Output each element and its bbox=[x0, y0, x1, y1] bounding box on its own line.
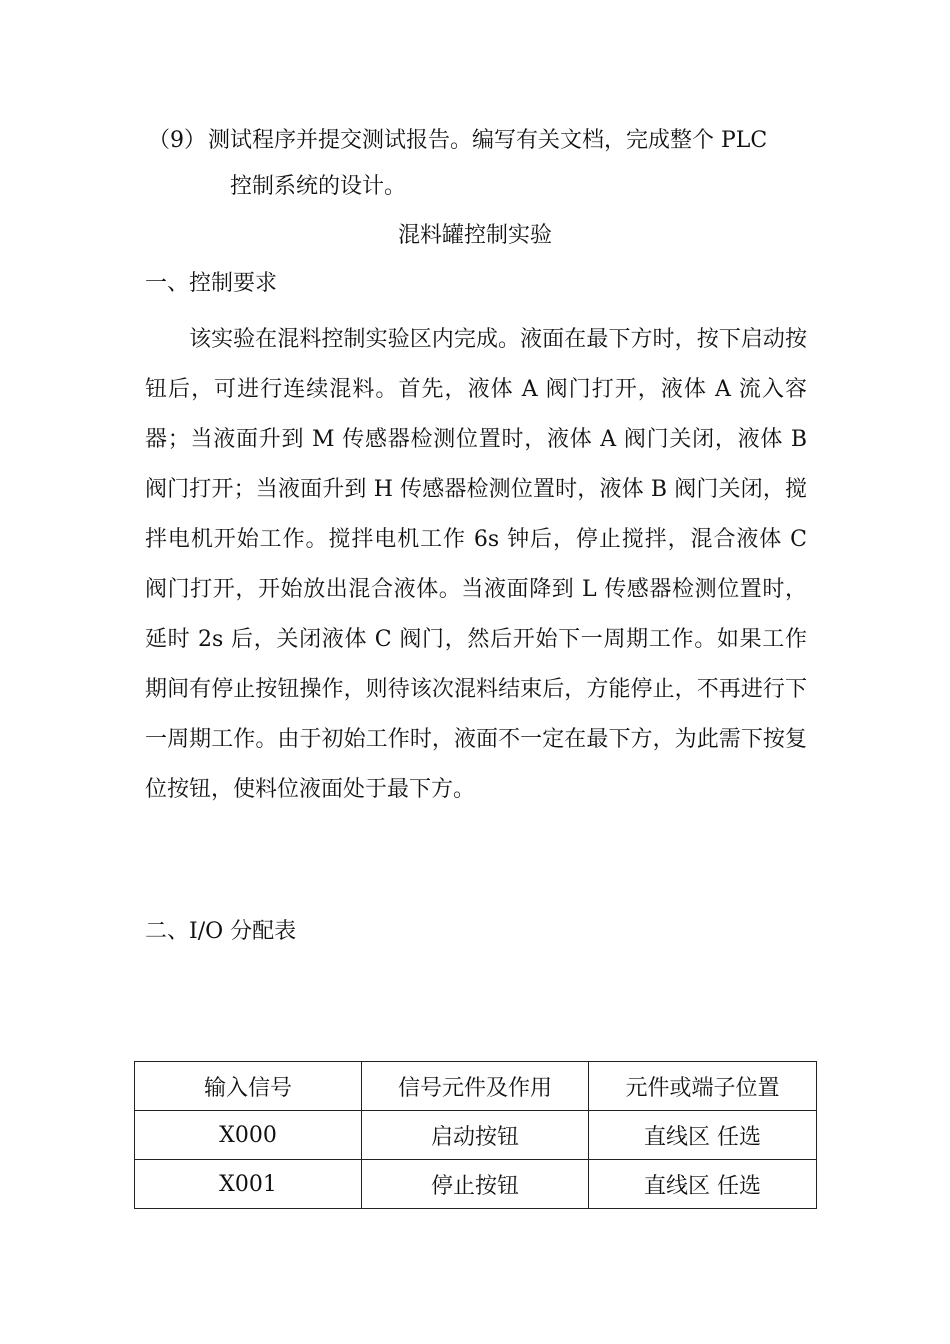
step-number: （9） bbox=[148, 128, 206, 153]
table-row bbox=[135, 1160, 817, 1209]
section-heading-io-table: 二、I/O 分配表 bbox=[145, 919, 297, 944]
table-cell: 启动按钮 bbox=[362, 1111, 589, 1160]
io-allocation-table bbox=[134, 1061, 817, 1209]
table-cell: X000 bbox=[135, 1111, 362, 1160]
step-9-line-1 bbox=[148, 118, 813, 164]
step-9-line-2: 控制系统的设计。 bbox=[230, 174, 407, 199]
section-heading-requirements: 一、控制要求 bbox=[145, 271, 278, 296]
table-cell: X001 bbox=[135, 1160, 362, 1209]
table-row bbox=[135, 1111, 817, 1160]
step-9 bbox=[148, 118, 813, 199]
table-cell: 停止按钮 bbox=[362, 1160, 589, 1209]
table-cell: 直线区 任选 bbox=[589, 1160, 817, 1209]
table-header-cell: 元件或端子位置 bbox=[589, 1062, 817, 1111]
requirements-paragraph: 该实验在混料控制实验区内完成。液面在最下方时，按下启动按钮后，可进行连续混料。首先，液体 A 阀门打开，液体 A 流入容器；当液面升到 M 传感器检测位置时，液体 A 阀门关闭，液体 B 阀门打开；当液面升到 H 传感器检测位置时，液体 B 阀门关闭，搅拌电机开始工作。搅拌电机工作 6s 钟后，停止搅拌，混合液体 C 阀门打开，开始放出混合液体。当液面降到 L 传感器检测位置时，延时 2s 后，关闭液体 C 阀门，然后开始下一周期工作。如果工作期间有停止按钮操作，则待该次混料结束后，方能停止，不再进行下一周期工作。由于初始工作时，液面不一定在最下方，为此需下按复位按钮，使料位液面处于最下方。 bbox=[145, 327, 807, 802]
table-header-cell: 信号元件及作用 bbox=[362, 1062, 589, 1111]
table-header-row bbox=[135, 1062, 817, 1111]
table-header-cell: 输入信号 bbox=[135, 1062, 362, 1111]
table-cell: 直线区 任选 bbox=[589, 1111, 817, 1160]
step-9-text: 测试程序并提交测试报告。编写有关文档，完成整个 PLC bbox=[208, 128, 768, 153]
document-title: 混料罐控制实验 bbox=[397, 223, 552, 248]
